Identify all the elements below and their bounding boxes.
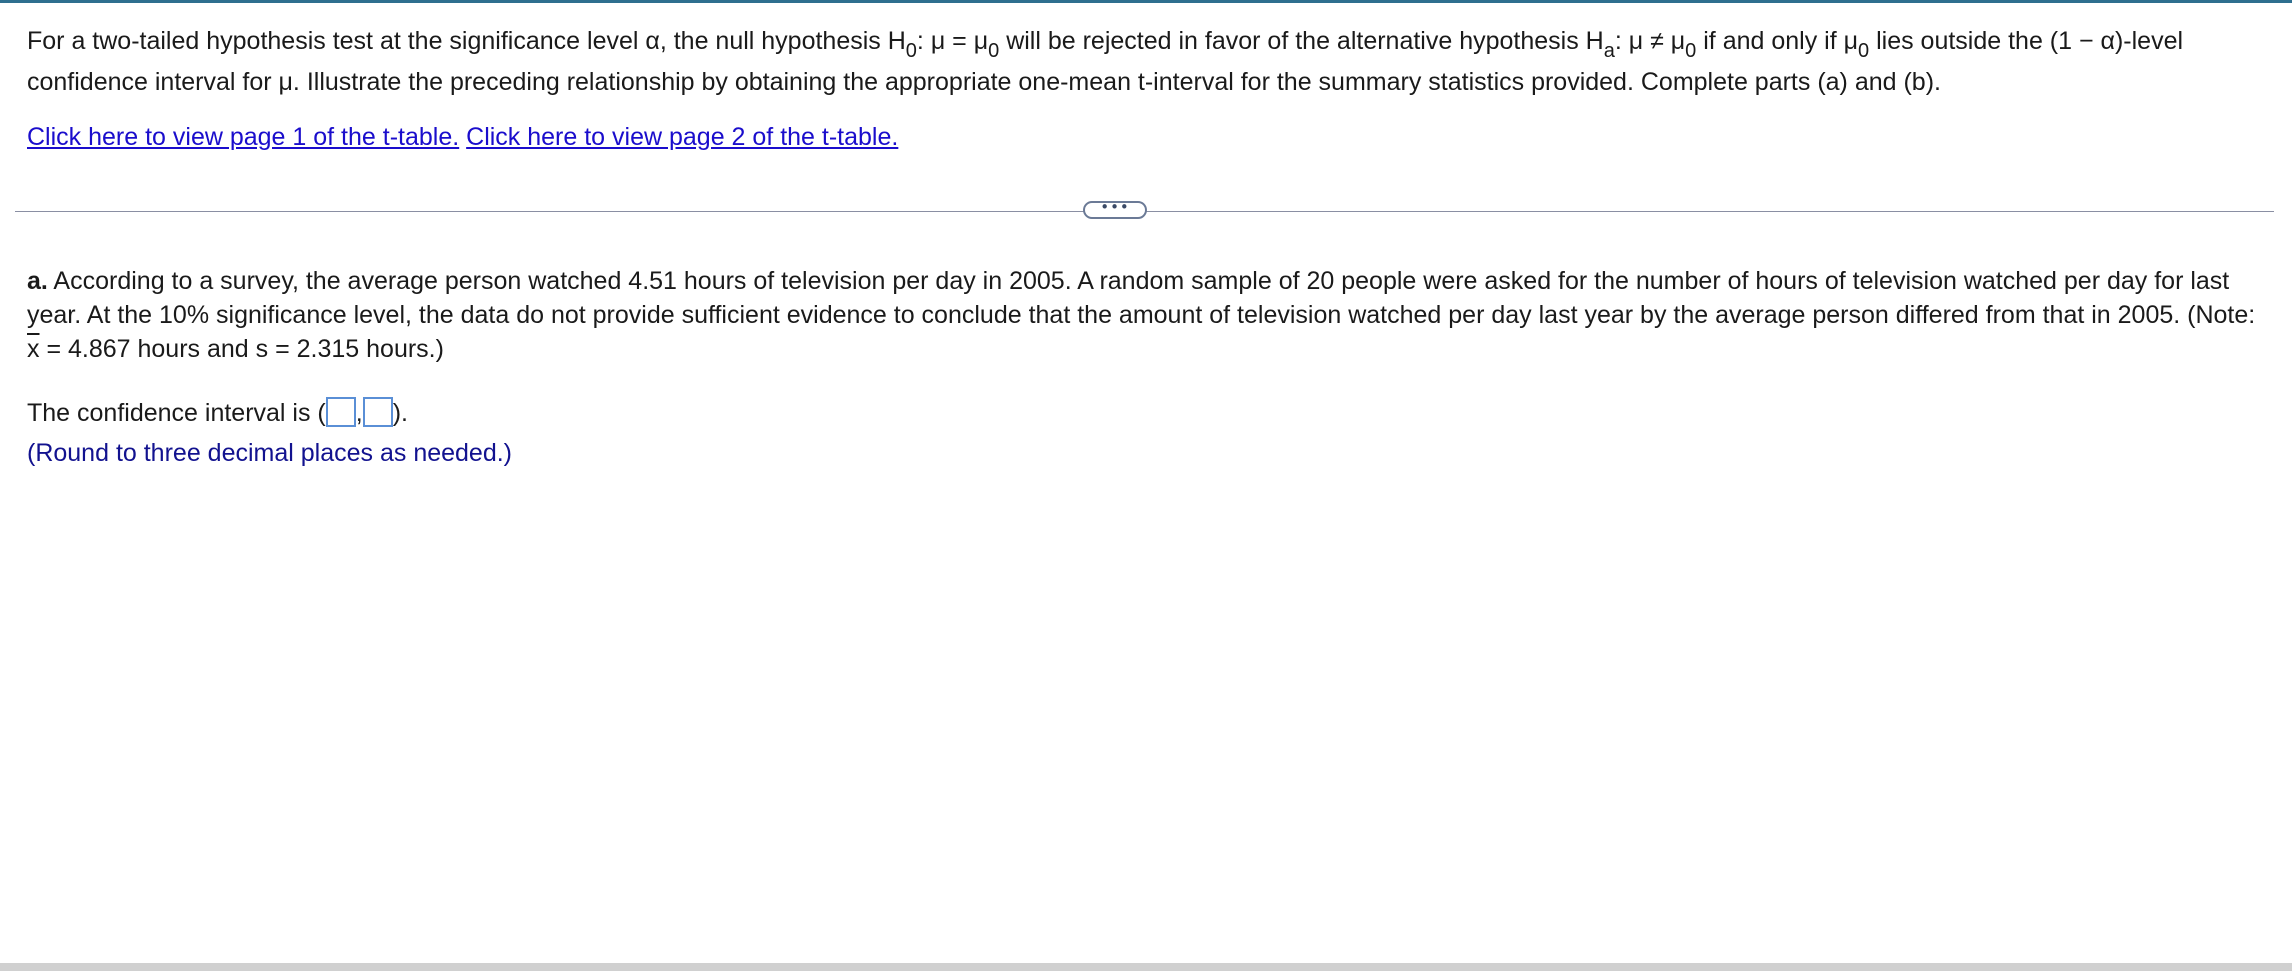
intro-text: lies outside the (1 − α)-level confidence interval for μ. Illustrate the preceding relationship by obtaining the appropriate one-mean t-interval for the summary statistics provided. Complete parts (a) and (b). bbox=[27, 27, 2184, 96]
lower-bound-input[interactable] bbox=[326, 397, 356, 427]
upper-bound-input[interactable] bbox=[363, 397, 393, 427]
subscript: 0 bbox=[988, 40, 1000, 62]
confidence-interval-row bbox=[27, 396, 408, 430]
part-a-text: According to a survey, the average person watched 4.51 hours of television per day in 2005. A random sample of 20 people were asked for the number of hours of television watched per day for last year. At the 10% significance level, the data do not provide sufficient evidence to conclude that the amount of television watched per day last year by the average person differed from that in 2005. (Note: bbox=[27, 267, 2256, 329]
part-label: a. bbox=[27, 267, 48, 295]
t-table-links bbox=[27, 120, 898, 154]
answer-prefix: The confidence interval is ( bbox=[27, 399, 326, 427]
part-a-text: = 4.867 hours and s = 2.315 hours.) bbox=[39, 335, 444, 363]
answer-separator: , bbox=[355, 399, 363, 427]
subscript: a bbox=[1603, 40, 1615, 62]
subscript: 0 bbox=[1685, 40, 1697, 62]
subscript: 0 bbox=[905, 40, 917, 62]
top-rule bbox=[0, 0, 2292, 3]
question-intro bbox=[27, 22, 2267, 102]
subscript: 0 bbox=[1858, 40, 1870, 62]
intro-text: will be rejected in favor of the alternative hypothesis H bbox=[999, 27, 1604, 55]
t-table-page1-link[interactable]: Click here to view page 1 of the t-table. bbox=[27, 123, 460, 151]
intro-text: For a two-tailed hypothesis test at the significance level α, the null hypothesis H bbox=[27, 27, 906, 55]
part-a-question bbox=[27, 264, 2272, 366]
bottom-scroll-bar[interactable] bbox=[0, 963, 2292, 971]
x-bar-symbol: $\overline{x}$ bbox=[27, 335, 40, 363]
intro-text: : μ ≠ μ bbox=[1614, 27, 1686, 55]
intro-text: : μ = μ bbox=[916, 27, 989, 55]
answer-suffix: ). bbox=[392, 399, 408, 427]
expand-more-button[interactable]: ••• bbox=[1083, 201, 1147, 219]
intro-text: if and only if μ bbox=[1696, 27, 1859, 55]
rounding-hint: (Round to three decimal places as needed.) bbox=[27, 439, 513, 467]
t-table-page2-link[interactable]: Click here to view page 2 of the t-table. bbox=[466, 123, 899, 151]
